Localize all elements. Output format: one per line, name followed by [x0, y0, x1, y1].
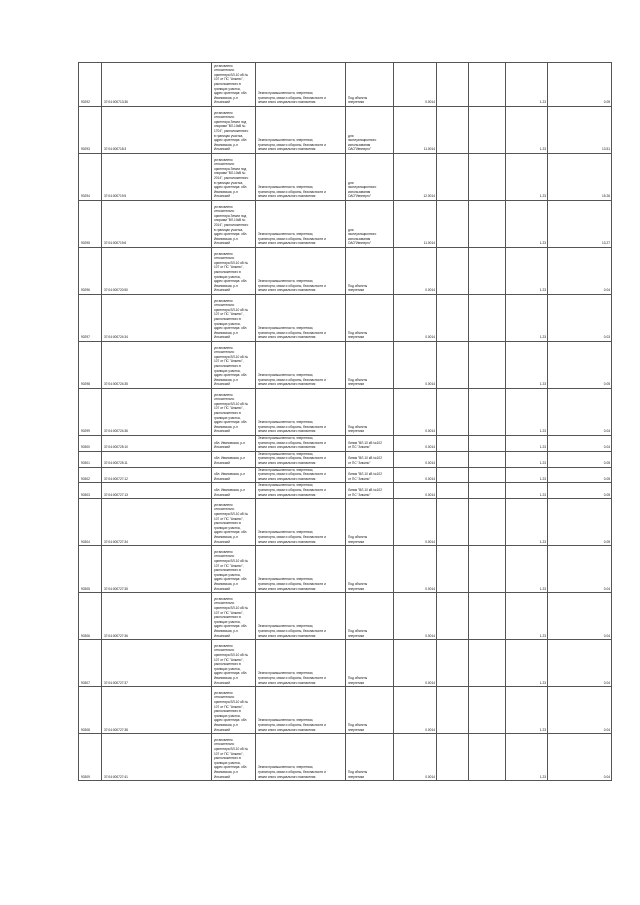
table-row	[79, 436, 612, 452]
rate-value: 1.23	[506, 389, 548, 436]
area-value: 11.0014	[394, 201, 437, 248]
cadastral-number: 37:04:000713:36	[102, 63, 212, 107]
permitted-use: Под объекты энергетики	[346, 295, 394, 342]
row-number: 90308	[79, 687, 102, 734]
table-row	[79, 451, 612, 467]
land-category: Земли промышленности, энергетики, транспорта, связи и обороны, безопасности и земли иного специального назначения	[256, 107, 346, 154]
rate-value: 1.23	[506, 295, 548, 342]
empty-cell	[437, 499, 469, 546]
tax-total: 0.05	[548, 342, 612, 389]
row-number: 90301	[79, 451, 102, 467]
table-row	[79, 546, 612, 593]
rate-value: 1.23	[506, 201, 548, 248]
row-number: 90304	[79, 499, 102, 546]
row-number: 90302	[79, 467, 102, 483]
location-description: установлено относительно ориентира Земли под опорами "ВЛ-10кВ № 2014", расположенного в границах участка, адрес ориентира: обл. Ивановская, р-н Ильинский	[212, 201, 256, 248]
area-value: 0.0014	[394, 451, 437, 467]
area-value: 0.0014	[394, 295, 437, 342]
location-description: установлено относительно ориентира ВЛ-10 кВ № 107 от ПС "Анкино", расположенного в границах участка, адрес ориентира: обл. Ивановская, р-н Ильинский	[212, 248, 256, 295]
empty-cell	[469, 467, 506, 483]
rate-value: 1.23	[506, 687, 548, 734]
rate-value: 1.23	[506, 451, 548, 467]
area-value: 0.0014	[394, 734, 437, 781]
tax-total: 0.05	[548, 483, 612, 499]
area-value: 0.0014	[394, 63, 437, 107]
empty-cell	[437, 107, 469, 154]
permitted-use: Под объекты энергетики	[346, 640, 394, 687]
land-category: Земли промышленности, энергетики, транспорта, связи и обороны, безопасности и земли иного специального назначения	[256, 342, 346, 389]
cadastral-number: 37:04:000719:6	[102, 201, 212, 248]
row-number: 90297	[79, 295, 102, 342]
area-value: 0.0014	[394, 389, 437, 436]
row-number: 90303	[79, 483, 102, 499]
empty-cell	[437, 687, 469, 734]
rate-value: 1.23	[506, 640, 548, 687]
cadastral-number: 37:04:000727:35	[102, 546, 212, 593]
cadastral-number: 37:04:000719:5	[102, 154, 212, 201]
area-value: 0.0014	[394, 483, 437, 499]
table-row	[79, 593, 612, 640]
tax-total: 13.27	[548, 201, 612, 248]
row-number: 90300	[79, 436, 102, 452]
empty-cell	[437, 295, 469, 342]
location-description: установлено относительно ориентира ВЛ-10 кВ № 107 от ПС "Анкино", расположенного в границах участка, адрес ориентира: обл. Ивановская, р-н Ильинский	[212, 734, 256, 781]
area-value: 0.0014	[394, 546, 437, 593]
area-value: 0.0014	[394, 640, 437, 687]
empty-cell	[469, 295, 506, 342]
cadastral-number: 37:04:000718:3	[102, 107, 212, 154]
rate-value: 1.23	[506, 342, 548, 389]
empty-cell	[437, 593, 469, 640]
empty-cell	[469, 342, 506, 389]
location-description: установлено относительно ориентира ВЛ-10 кВ № 107 от ПС "Анкино", расположенного в границах участка, адрес ориентира: обл. Ивановская, р-н Ильинский	[212, 389, 256, 436]
location-description: установлено относительно ориентира ВЛ-10 кВ № 107 от ПС "Анкино", расположенного в границах участка, адрес ориентира: обл. Ивановская, р-н Ильинский	[212, 295, 256, 342]
area-value: 11.0014	[394, 107, 437, 154]
area-value: 0.0014	[394, 499, 437, 546]
empty-cell	[469, 483, 506, 499]
tax-total: 0.05	[548, 451, 612, 467]
cadastral-number: 37:04:000720:50	[102, 248, 212, 295]
empty-cell	[469, 546, 506, 593]
table-row	[79, 687, 612, 734]
location-description: установлено относительно ориентира ВЛ-10 кВ № 107 от ПС "Анкино", расположенного в границах участка, адрес ориентира: обл. Ивановская, р-н Ильинский	[212, 593, 256, 640]
rate-value: 1.23	[506, 436, 548, 452]
table-row	[79, 342, 612, 389]
land-category: Земли промышленности, энергетики, транспорта, связи и обороны, безопасности и земли иного специального назначения	[256, 734, 346, 781]
row-number: 90306	[79, 593, 102, 640]
permitted-use: Линия "ВЛ-10 кВ №102 от ПС "Анкино"	[346, 483, 394, 499]
location-description: установлено относительно ориентира ВЛ-10 кВ № 107 от ПС "Анкино", расположенного в границах участка, адрес ориентира: обл. Ивановская, р-н Ильинский	[212, 63, 256, 107]
tax-total: 0.04	[548, 389, 612, 436]
permitted-use: Под объекты энергетики	[346, 63, 394, 107]
tax-total: 0.04	[548, 734, 612, 781]
land-category: Земли промышленности, энергетики, транспорта, связи и обороны, безопасности и земли иного специального назначения	[256, 483, 346, 499]
empty-cell	[437, 63, 469, 107]
tax-total: 0.04	[548, 546, 612, 593]
location-description: обл. Ивановская, р-н Ильинский	[212, 451, 256, 467]
empty-cell	[437, 734, 469, 781]
cadastral-number: 37:04:000725:11	[102, 451, 212, 467]
empty-cell	[469, 63, 506, 107]
permitted-use: Под объекты энергетики	[346, 248, 394, 295]
land-category: Земли промышленности, энергетики, транспорта, связи и обороны, безопасности и земли иного специального назначения	[256, 295, 346, 342]
empty-cell	[469, 687, 506, 734]
table-row	[79, 63, 612, 107]
permitted-use: для эксплуатационного использования ОАО"Ивэнерго"	[346, 107, 394, 154]
empty-cell	[469, 389, 506, 436]
land-category: Земли промышленности, энергетики, транспорта, связи и обороны, безопасности и земли иного специального назначения	[256, 451, 346, 467]
empty-cell	[437, 248, 469, 295]
land-category: Земли промышленности, энергетики, транспорта, связи и обороны, безопасности и земли иного специального назначения	[256, 63, 346, 107]
area-value: 0.0014	[394, 687, 437, 734]
permitted-use: Линия "ВЛ-10 кВ №102 от ПС "Анкино"	[346, 436, 394, 452]
tax-total: 0.05	[548, 467, 612, 483]
area-value: 0.0014	[394, 593, 437, 640]
location-description: установлено относительно ориентира Земли под опорами "ВЛ-10кВ № 2014", расположенного в границах участка, адрес ориентира: обл. Ивановская, р-н Ильинский	[212, 154, 256, 201]
table-row	[79, 389, 612, 436]
table-row	[79, 201, 612, 248]
tax-total: 0.04	[548, 248, 612, 295]
empty-cell	[437, 201, 469, 248]
land-category: Земли промышленности, энергетики, транспорта, связи и обороны, безопасности и земли иного специального назначения	[256, 436, 346, 452]
land-category: Земли промышленности, энергетики, транспорта, связи и обороны, безопасности и земли иного специального назначения	[256, 248, 346, 295]
permitted-use: Под объекты энергетики	[346, 389, 394, 436]
land-category: Земли промышленности, энергетики, транспорта, связи и обороны, безопасности и земли иного специального назначения	[256, 201, 346, 248]
empty-cell	[437, 483, 469, 499]
area-value: 0.0014	[394, 248, 437, 295]
area-value: 0.0014	[394, 436, 437, 452]
location-description: обл. Ивановская, р-н Ильинский	[212, 467, 256, 483]
row-number: 90298	[79, 342, 102, 389]
area-value: 0.0014	[394, 467, 437, 483]
cadastral-number: 37:04:000725:10	[102, 436, 212, 452]
empty-cell	[469, 248, 506, 295]
tax-total: 0.05	[548, 499, 612, 546]
empty-cell	[437, 342, 469, 389]
permitted-use: Под объекты энергетики	[346, 734, 394, 781]
cadastral-number: 37:04:000727:36	[102, 593, 212, 640]
location-description: установлено относительно ориентира ВЛ-10 кВ № 107 от ПС "Анкино", расположенного в границах участка, адрес ориентира: обл. Ивановская, р-н Ильинский	[212, 640, 256, 687]
empty-cell	[469, 201, 506, 248]
rate-value: 1.23	[506, 546, 548, 593]
empty-cell	[437, 640, 469, 687]
empty-cell	[469, 640, 506, 687]
rate-value: 1.23	[506, 248, 548, 295]
land-category: Земли промышленности, энергетики, транспорта, связи и обороны, безопасности и земли иного специального назначения	[256, 687, 346, 734]
table-row	[79, 154, 612, 201]
cadastral-number: 37:04:000724:35	[102, 342, 212, 389]
rate-value: 1.23	[506, 499, 548, 546]
tax-total: 0.04	[548, 640, 612, 687]
location-description: обл. Ивановская, р-н Ильинский	[212, 483, 256, 499]
location-description: установлено относительно ориентира Земли под опорами "ВЛ-10кВ № 1704", расположенного в границах участка, адрес ориентира: обл. Ивановская, р-н Ильинский	[212, 107, 256, 154]
cadastral-number: 37:04:000724:34	[102, 295, 212, 342]
empty-cell	[469, 734, 506, 781]
location-description: установлено относительно ориентира ВЛ-10 кВ № 107 от ПС "Анкино", расположенного в границах участка, адрес ориентира: обл. Ивановская, р-н Ильинский	[212, 687, 256, 734]
land-category: Земли промышленности, энергетики, транспорта, связи и обороны, безопасности и земли иного специального назначения	[256, 154, 346, 201]
row-number: 90305	[79, 546, 102, 593]
rate-value: 1.23	[506, 593, 548, 640]
rate-value: 1.23	[506, 63, 548, 107]
cadastral-number: 37:04:000727:13	[102, 483, 212, 499]
table-row	[79, 295, 612, 342]
empty-cell	[437, 467, 469, 483]
empty-cell	[469, 451, 506, 467]
empty-cell	[469, 593, 506, 640]
row-number: 90292	[79, 63, 102, 107]
empty-cell	[437, 546, 469, 593]
empty-cell	[437, 389, 469, 436]
row-number: 90307	[79, 640, 102, 687]
rate-value: 1.23	[506, 467, 548, 483]
land-category: Земли промышленности, энергетики, транспорта, связи и обороны, безопасности и земли иного специального назначения	[256, 467, 346, 483]
location-description: обл. Ивановская, р-н Ильинский	[212, 436, 256, 452]
land-category: Земли промышленности, энергетики, транспорта, связи и обороны, безопасности и земли иного специального назначения	[256, 593, 346, 640]
permitted-use: для эксплуатационного использования ОАО"Ивэнерго"	[346, 201, 394, 248]
rate-value: 1.23	[506, 154, 548, 201]
table-row	[79, 483, 612, 499]
area-value: 0.0014	[394, 342, 437, 389]
permitted-use: Под объекты энергетики	[346, 546, 394, 593]
empty-cell	[469, 436, 506, 452]
table-row	[79, 640, 612, 687]
land-category: Земли промышленности, энергетики, транспорта, связи и обороны, безопасности и земли иного специального назначения	[256, 640, 346, 687]
cadastral-number: 37:04:000724:36	[102, 389, 212, 436]
row-number: 90309	[79, 734, 102, 781]
permitted-use: Под объекты энергетики	[346, 687, 394, 734]
row-number: 90295	[79, 201, 102, 248]
permitted-use: для эксплуатационного использования ОАО"Ивэнерго"	[346, 154, 394, 201]
tax-total: 0.04	[548, 687, 612, 734]
land-category: Земли промышленности, энергетики, транспорта, связи и обороны, безопасности и земли иного специального назначения	[256, 499, 346, 546]
permitted-use: Линия "ВЛ-10 кВ №102 от ПС "Анкино"	[346, 451, 394, 467]
land-registry-table	[78, 62, 612, 781]
permitted-use: Линия "ВЛ-10 кВ №102 от ПС "Анкино"	[346, 467, 394, 483]
table-row	[79, 499, 612, 546]
empty-cell	[469, 499, 506, 546]
empty-cell	[437, 154, 469, 201]
row-number: 90299	[79, 389, 102, 436]
empty-cell	[437, 451, 469, 467]
tax-total: 13.51	[548, 107, 612, 154]
tax-total: 0.05	[548, 63, 612, 107]
tax-total: 0.04	[548, 436, 612, 452]
cadastral-number: 37:04:000727:38	[102, 687, 212, 734]
area-value: 12.0014	[394, 154, 437, 201]
table-row	[79, 467, 612, 483]
cadastral-number: 37:04:000727:41	[102, 734, 212, 781]
tax-total: 15.26	[548, 154, 612, 201]
rate-value: 1.23	[506, 107, 548, 154]
rate-value: 1.23	[506, 734, 548, 781]
tax-total: 0.04	[548, 593, 612, 640]
permitted-use: Под объекты энергетики	[346, 499, 394, 546]
table-row	[79, 734, 612, 781]
rate-value: 1.23	[506, 483, 548, 499]
row-number: 90294	[79, 154, 102, 201]
table-row	[79, 248, 612, 295]
cadastral-number: 37:04:000727:34	[102, 499, 212, 546]
table-body	[79, 63, 612, 781]
land-category: Земли промышленности, энергетики, транспорта, связи и обороны, безопасности и земли иного специального назначения	[256, 546, 346, 593]
table-row	[79, 107, 612, 154]
empty-cell	[469, 107, 506, 154]
cadastral-number: 37:04:000727:37	[102, 640, 212, 687]
empty-cell	[469, 154, 506, 201]
row-number: 90293	[79, 107, 102, 154]
tax-total: 0.03	[548, 295, 612, 342]
land-category: Земли промышленности, энергетики, транспорта, связи и обороны, безопасности и земли иного специального назначения	[256, 389, 346, 436]
permitted-use: Под объекты энергетики	[346, 342, 394, 389]
permitted-use: Под объекты энергетики	[346, 593, 394, 640]
row-number: 90296	[79, 248, 102, 295]
cadastral-number: 37:04:000727:12	[102, 467, 212, 483]
location-description: установлено относительно ориентира ВЛ-10 кВ № 107 от ПС "Анкино", расположенного в границах участка, адрес ориентира: обл. Ивановская, р-н Ильинский	[212, 499, 256, 546]
location-description: установлено относительно ориентира ВЛ-10 кВ № 107 от ПС "Анкино", расположенного в границах участка, адрес ориентира: обл. Ивановская, р-н Ильинский	[212, 546, 256, 593]
empty-cell	[437, 436, 469, 452]
location-description: установлено относительно ориентира ВЛ-10 кВ № 107 от ПС "Анкино", расположенного в границах участка, адрес ориентира: обл. Ивановская, р-н Ильинский	[212, 342, 256, 389]
